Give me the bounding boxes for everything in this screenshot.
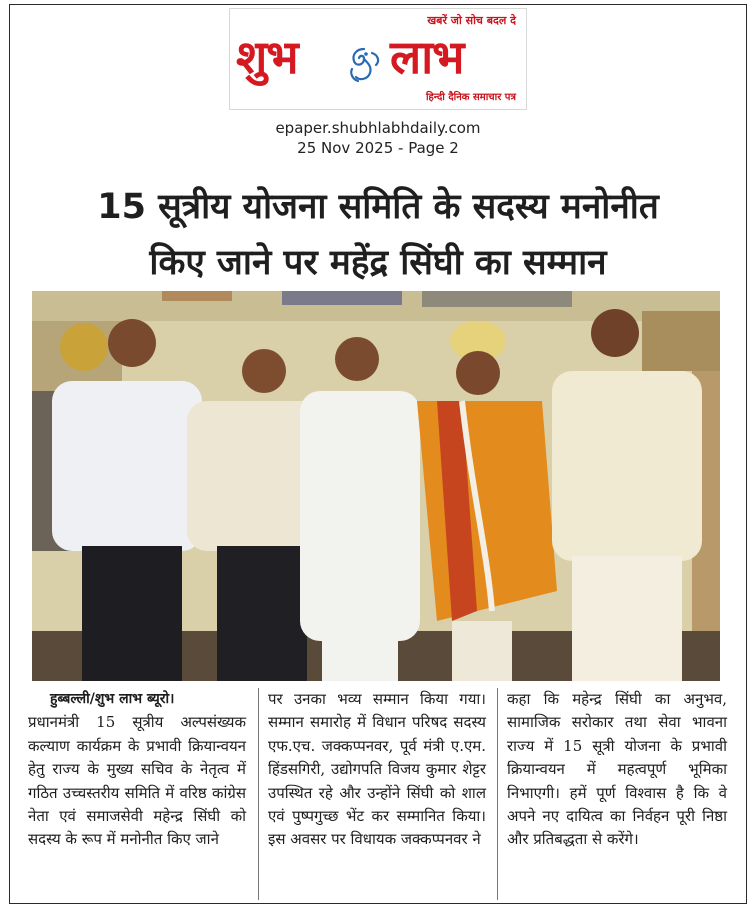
ganesha-logo-icon bbox=[342, 43, 386, 87]
headline-line-2: किए जाने पर महेंद्र सिंघी का सम्मान bbox=[149, 243, 607, 283]
column-divider bbox=[497, 688, 498, 900]
article-column-3-text: कहा कि महेन्द्र सिंघी का अनुभव, सामाजिक सरोकार तथा सेवा भावना राज्य में 15 सूत्री योजना के प्रभावी क्रियान्वयन में महत्वपूर्ण भूमिका निभाएगी। हमें पूर्ण विश्वास है कि वे अपने नए दायित्व का निर्वहन पूरी निष्ठा और प्रतिबद्धता से करेंगे। bbox=[507, 690, 727, 849]
article-column-2-text: पर उनका भव्य सम्मान किया गया। सम्मान समारोह में विधान परिषद सदस्य एफ.एच. जक्कप्पनवर, पूर्व मंत्री ए.एम. हिंडसगिरी, उद्योगपति विजय कुमार शेट्टर उपस्थित रहे और उन्होंने सिंघी को शाल एवं पुष्पगुच्छ भेंट कर सम्मानित किया। इस अवसर पर विधायक जक्कप्पनवर ने bbox=[268, 690, 486, 849]
epaper-url: epaper.shubhlabhdaily.com bbox=[275, 119, 481, 137]
newspaper-masthead bbox=[229, 8, 527, 110]
column-divider bbox=[258, 688, 259, 900]
article-column-3 bbox=[507, 688, 727, 852]
article-column-1-text: प्रधानमंत्री 15 सूत्रीय अल्पसंख्यक कल्याण कार्यक्रम के प्रभावी क्रियान्वयन हेतु राज्य के मुख्य सचिव के नेतृत्व में गठित उच्चस्तरीय समिति में वरिष्ठ कांग्रेस नेता एवं समाजसेवी महेन्द्र सिंघी को सदस्य के रूप में मनोनीत किए जाने bbox=[28, 713, 246, 849]
edition-date-page: 25 Nov 2025 - Page 2 bbox=[297, 139, 459, 157]
group-photo-illustration bbox=[32, 291, 720, 681]
headline-line-1: 15 सूत्रीय योजना समिति के सदस्य मनोनीत bbox=[97, 187, 659, 227]
article-column-2 bbox=[268, 688, 486, 852]
article-column-1 bbox=[28, 688, 246, 852]
logo-word-right: लाभ bbox=[390, 30, 464, 84]
article-byline: हुब्बल्ली/शुभ लाभ ब्यूरो। bbox=[50, 691, 175, 707]
article-photo bbox=[32, 291, 720, 681]
masthead-subtagline: हिन्दी दैनिक समाचार पत्र bbox=[425, 92, 516, 103]
masthead-tagline: खबरें जो सोच बदल दे bbox=[427, 14, 516, 27]
logo-word-left: शुभ bbox=[236, 30, 298, 84]
